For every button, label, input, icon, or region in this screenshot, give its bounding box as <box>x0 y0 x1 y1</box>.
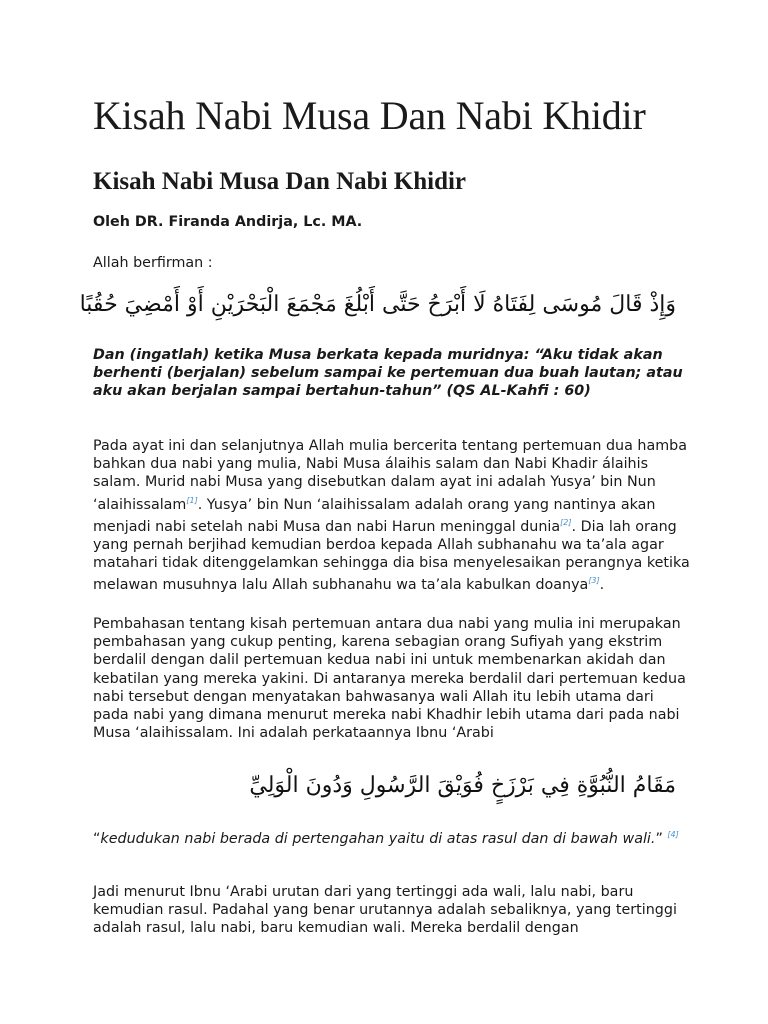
author-line: Oleh DR. Firanda Andirja, Lc. MA. <box>93 214 363 230</box>
arabic-quote: مَقَامُ النُّبُوَّةِ فِي بَرْزَخٍ فُوَيْقَ الرَّسُولِ وَدُونَ الْوَلِيِّ <box>249 773 676 798</box>
quote-translation <box>93 826 693 848</box>
footnote-link-1[interactable]: [1] <box>186 495 198 505</box>
quote-open-mark: “ <box>93 830 101 847</box>
footnote-link-3[interactable]: [3] <box>588 575 600 585</box>
paragraph-1 <box>93 437 693 594</box>
paragraph-1-text-a: Pada ayat ini dan selanjutnya Allah mulia bercerita tentang pertemuan dua hamba bahkan dua nabi yang mulia, Nabi Musa álaihis salam dan Nabi Khadir álaihis salam. Murid nabi Musa yang disebutkan dalam ayat ini adalah Yusya’ bin Nun ‘alaihissalam <box>93 438 687 513</box>
footnote-link-2[interactable]: [2] <box>560 517 572 527</box>
verse-translation: Dan (ingatlah) ketika Musa berkata kepada muridnya: “Aku tidak akan berhenti (berjalan) sebelum sampai ke pertemuan dua buah lautan; atau aku akan berjalan sampai bertahun-tahun” (QS AL-Kahfi : 60) <box>93 347 683 400</box>
quote-close-mark: ” <box>655 830 663 847</box>
paragraph-1-text-c: . Dia lah orang yang pernah berjihad kemudian berdoa kepada Allah subhanahu wa ta’ala agar matahari tidak ditenggelamkan sehingga dia bisa menyelesaikan perangnya ketika melawan musuhnya lalu Allah subhanahu wa ta’ala kabulkan doanya <box>93 518 690 593</box>
arabic-verse: وَإِذْ قَالَ مُوسَى لِفَتَاهُ لَا أَبْرَحُ حَتَّى أَبْلُغَ مَجْمَعَ الْبَحْرَيْنِ أَوْ أَمْضِيَ حُقُبًا <box>79 292 676 317</box>
page-title: Kisah Nabi Musa Dan Nabi Khidir <box>93 93 646 138</box>
paragraph-1-text-d: . <box>599 576 605 593</box>
paragraph-3: Jadi menurut Ibnu ‘Arabi urutan dari yang tertinggi ada wali, lalu nabi, baru kemudian rasul. Padahal yang benar urutannya adalah sebaliknya, yang tertinggi adalah rasul, lalu nabi, baru kemudian wali. Mereka berdalil dengan <box>93 884 677 937</box>
footnote-link-4[interactable]: [4] <box>667 830 679 839</box>
quote-text: kedudukan nabi berada di pertengahan yaitu di atas rasul dan di bawah wali. <box>100 830 656 847</box>
intro-line: Allah berfirman : <box>93 255 213 271</box>
paragraph-1-text-b: . Yusya’ bin Nun ‘alaihissalam adalah orang yang nantinya akan menjadi nabi setelah nabi Musa dan nabi Harun meninggal dunia <box>93 496 656 535</box>
article-heading: Kisah Nabi Musa Dan Nabi Khidir <box>93 168 467 195</box>
paragraph-2: Pembahasan tentang kisah pertemuan antara dua nabi yang mulia ini merupakan pembahasan yang cukup penting, karena sebagian orang Sufiyah yang ekstrim berdalil dengan dalil pertemuan kedua nabi ini untuk membenarkan akidah dan kebatilan yang mereka yakini. Di antaranya mereka berdalil dari pertemuan kedua nabi tersebut dengan menyatakan bahwasanya wali Allah itu lebih utama dari pada nabi yang dimana menurut mereka nabi Khadhir lebih utama dari pada nabi Musa ‘alaihissalam. Ini adalah perkataannya Ibnu ‘Arabi <box>93 616 686 742</box>
